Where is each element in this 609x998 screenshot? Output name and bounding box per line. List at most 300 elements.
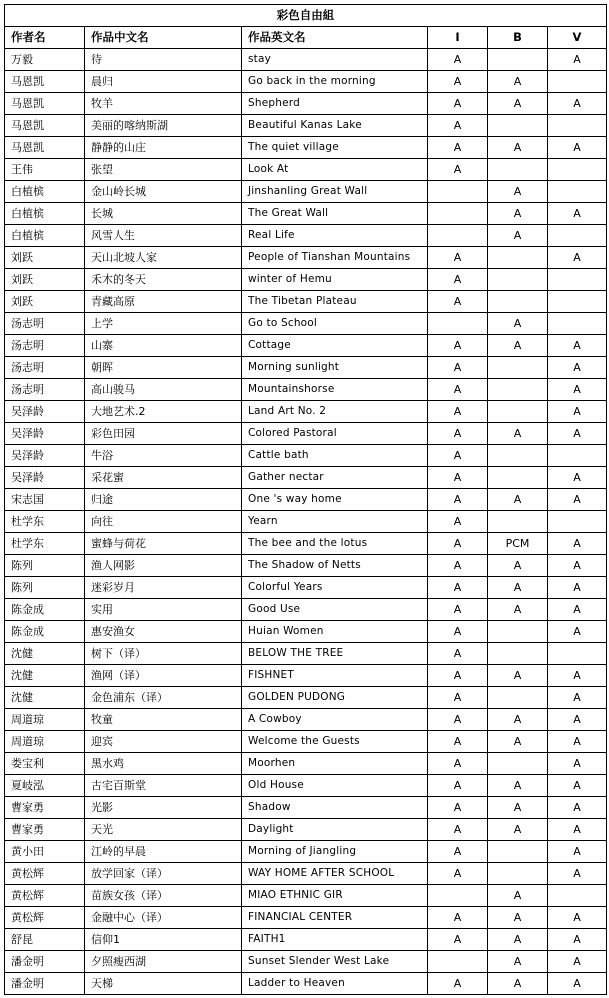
b-cell [488, 643, 548, 665]
english-title-cell: WAY HOME AFTER SCHOOL [242, 863, 428, 885]
b-cell: A [488, 225, 548, 247]
i-cell: A [428, 335, 488, 357]
table-row [5, 203, 607, 225]
chinese-title-cell: 夕照瘦西湖 [85, 951, 242, 973]
v-cell [548, 445, 607, 467]
english-title-cell: Sunset Slender West Lake [242, 951, 428, 973]
author-cell: 周道琼 [5, 709, 85, 731]
v-cell: A [548, 423, 607, 445]
english-title-cell: Yearn [242, 511, 428, 533]
table-row [5, 247, 607, 269]
v-cell [548, 71, 607, 93]
i-cell: A [428, 753, 488, 775]
i-cell: A [428, 929, 488, 951]
chinese-title-cell: 风雪人生 [85, 225, 242, 247]
author-cell: 黄松辉 [5, 885, 85, 907]
author-cell: 吴泽龄 [5, 445, 85, 467]
i-cell: A [428, 269, 488, 291]
v-cell: A [548, 907, 607, 929]
v-cell [548, 269, 607, 291]
chinese-title-cell: 朝晖 [85, 357, 242, 379]
b-cell: A [488, 907, 548, 929]
chinese-title-cell: 金山岭长城 [85, 181, 242, 203]
b-cell: A [488, 181, 548, 203]
english-title-cell: stay [242, 49, 428, 71]
table-row [5, 225, 607, 247]
v-cell: A [548, 797, 607, 819]
english-title-cell: Moorhen [242, 753, 428, 775]
i-cell: A [428, 555, 488, 577]
i-cell: A [428, 577, 488, 599]
v-cell [548, 225, 607, 247]
header-english-title: 作品英文名 [242, 27, 428, 49]
b-cell: A [488, 797, 548, 819]
header-chinese-title: 作品中文名 [85, 27, 242, 49]
b-cell: A [488, 203, 548, 225]
i-cell: A [428, 159, 488, 181]
author-cell: 陈列 [5, 555, 85, 577]
header-row [5, 27, 607, 49]
i-cell: A [428, 665, 488, 687]
english-title-cell: Real Life [242, 225, 428, 247]
table-row [5, 929, 607, 951]
b-cell [488, 159, 548, 181]
header-v: V [548, 27, 607, 49]
table-row [5, 423, 607, 445]
v-cell: A [548, 665, 607, 687]
i-cell: A [428, 709, 488, 731]
b-cell: A [488, 335, 548, 357]
i-cell: A [428, 49, 488, 71]
b-cell [488, 115, 548, 137]
table-row [5, 357, 607, 379]
i-cell: A [428, 863, 488, 885]
chinese-title-cell: 天梯 [85, 973, 242, 995]
b-cell: A [488, 775, 548, 797]
i-cell: A [428, 731, 488, 753]
chinese-title-cell: 牛浴 [85, 445, 242, 467]
chinese-title-cell: 采花蜜 [85, 467, 242, 489]
i-cell: A [428, 357, 488, 379]
chinese-title-cell: 美丽的喀纳斯湖 [85, 115, 242, 137]
chinese-title-cell: 渔网（译） [85, 665, 242, 687]
english-title-cell: One 's way home [242, 489, 428, 511]
table-row [5, 115, 607, 137]
author-cell: 杜学东 [5, 511, 85, 533]
chinese-title-cell: 长城 [85, 203, 242, 225]
author-cell: 舒昆 [5, 929, 85, 951]
v-cell: A [548, 951, 607, 973]
chinese-title-cell: 放学回家（译） [85, 863, 242, 885]
v-cell: A [548, 775, 607, 797]
english-title-cell: FINANCIAL CENTER [242, 907, 428, 929]
i-cell [428, 225, 488, 247]
table-title-row [5, 5, 607, 27]
b-cell: A [488, 929, 548, 951]
author-cell: 汤志明 [5, 335, 85, 357]
table-row [5, 753, 607, 775]
chinese-title-cell: 归途 [85, 489, 242, 511]
b-cell: A [488, 819, 548, 841]
author-cell: 杜学东 [5, 533, 85, 555]
i-cell [428, 203, 488, 225]
v-cell: A [548, 709, 607, 731]
english-title-cell: Ladder to Heaven [242, 973, 428, 995]
table-title: 彩色自由組 [5, 5, 607, 27]
v-cell: A [548, 577, 607, 599]
english-title-cell: Daylight [242, 819, 428, 841]
v-cell: A [548, 379, 607, 401]
english-title-cell: The Great Wall [242, 203, 428, 225]
table-row [5, 665, 607, 687]
english-title-cell: Shepherd [242, 93, 428, 115]
b-cell [488, 841, 548, 863]
i-cell: A [428, 687, 488, 709]
table-row [5, 335, 607, 357]
author-cell: 汤志明 [5, 379, 85, 401]
chinese-title-cell: 光影 [85, 797, 242, 819]
table-row [5, 621, 607, 643]
english-title-cell: The Tibetan Plateau [242, 291, 428, 313]
table-row [5, 467, 607, 489]
b-cell: A [488, 93, 548, 115]
v-cell: A [548, 621, 607, 643]
b-cell: A [488, 665, 548, 687]
author-cell: 曹家勇 [5, 819, 85, 841]
table-row [5, 643, 607, 665]
v-cell: A [548, 863, 607, 885]
table-row [5, 489, 607, 511]
table-row [5, 269, 607, 291]
author-cell: 刘跃 [5, 291, 85, 313]
author-cell: 马恩凯 [5, 115, 85, 137]
v-cell [548, 643, 607, 665]
english-title-cell: Look At [242, 159, 428, 181]
v-cell: A [548, 93, 607, 115]
b-cell: A [488, 555, 548, 577]
v-cell [548, 115, 607, 137]
chinese-title-cell: 金融中心（译） [85, 907, 242, 929]
b-cell: A [488, 973, 548, 995]
v-cell: A [548, 731, 607, 753]
english-title-cell: The bee and the lotus [242, 533, 428, 555]
author-cell: 黄松辉 [5, 907, 85, 929]
i-cell [428, 951, 488, 973]
b-cell [488, 621, 548, 643]
author-cell: 沈健 [5, 687, 85, 709]
b-cell: A [488, 489, 548, 511]
i-cell: A [428, 137, 488, 159]
v-cell: A [548, 247, 607, 269]
chinese-title-cell: 江岭的早晨 [85, 841, 242, 863]
table-row [5, 973, 607, 995]
table-row [5, 71, 607, 93]
author-cell: 万毅 [5, 49, 85, 71]
table-row [5, 841, 607, 863]
b-cell: A [488, 709, 548, 731]
author-cell: 曹家勇 [5, 797, 85, 819]
i-cell: A [428, 445, 488, 467]
author-cell: 刘跃 [5, 269, 85, 291]
author-cell: 潘金明 [5, 951, 85, 973]
english-title-cell: Cattle bath [242, 445, 428, 467]
header-b: B [488, 27, 548, 49]
i-cell: A [428, 907, 488, 929]
english-title-cell: Mountainshorse [242, 379, 428, 401]
chinese-title-cell: 苗族女孩（译） [85, 885, 242, 907]
b-cell: A [488, 731, 548, 753]
i-cell: A [428, 841, 488, 863]
chinese-title-cell: 青藏高原 [85, 291, 242, 313]
b-cell [488, 445, 548, 467]
chinese-title-cell: 高山骏马 [85, 379, 242, 401]
v-cell [548, 181, 607, 203]
english-title-cell: Go back in the morning [242, 71, 428, 93]
chinese-title-cell: 禾木的冬天 [85, 269, 242, 291]
english-title-cell: Beautiful Kanas Lake [242, 115, 428, 137]
i-cell [428, 313, 488, 335]
i-cell: A [428, 71, 488, 93]
b-cell: A [488, 577, 548, 599]
english-title-cell: Colored Pastoral [242, 423, 428, 445]
v-cell: A [548, 929, 607, 951]
chinese-title-cell: 树下（译） [85, 643, 242, 665]
chinese-title-cell: 蜜蜂与荷花 [85, 533, 242, 555]
b-cell: A [488, 885, 548, 907]
table-row [5, 577, 607, 599]
chinese-title-cell: 迷彩岁月 [85, 577, 242, 599]
table-row [5, 313, 607, 335]
english-title-cell: The quiet village [242, 137, 428, 159]
v-cell [548, 313, 607, 335]
table-row [5, 731, 607, 753]
english-title-cell: MIAO ETHNIC GIR [242, 885, 428, 907]
author-cell: 王伟 [5, 159, 85, 181]
english-title-cell: Colorful Years [242, 577, 428, 599]
b-cell [488, 379, 548, 401]
table-row [5, 49, 607, 71]
i-cell: A [428, 533, 488, 555]
v-cell: A [548, 687, 607, 709]
b-cell [488, 247, 548, 269]
v-cell: A [548, 137, 607, 159]
table-row [5, 533, 607, 555]
table-row [5, 687, 607, 709]
table-row [5, 379, 607, 401]
english-title-cell: Old House [242, 775, 428, 797]
chinese-title-cell: 上学 [85, 313, 242, 335]
b-cell [488, 863, 548, 885]
v-cell: A [548, 555, 607, 577]
chinese-title-cell: 天山北坡人家 [85, 247, 242, 269]
english-title-cell: Jinshanling Great Wall [242, 181, 428, 203]
author-cell: 吴泽龄 [5, 401, 85, 423]
b-cell: A [488, 951, 548, 973]
author-cell: 吴泽龄 [5, 467, 85, 489]
chinese-title-cell: 天光 [85, 819, 242, 841]
author-cell: 沈健 [5, 643, 85, 665]
v-cell: A [548, 841, 607, 863]
b-cell [488, 269, 548, 291]
v-cell: A [548, 973, 607, 995]
b-cell: A [488, 137, 548, 159]
b-cell [488, 357, 548, 379]
author-cell: 白植槟 [5, 203, 85, 225]
chinese-title-cell: 牧童 [85, 709, 242, 731]
i-cell: A [428, 775, 488, 797]
author-cell: 潘金明 [5, 973, 85, 995]
b-cell [488, 687, 548, 709]
english-title-cell: winter of Hemu [242, 269, 428, 291]
table-row [5, 555, 607, 577]
chinese-title-cell: 大地艺术.2 [85, 401, 242, 423]
chinese-title-cell: 向往 [85, 511, 242, 533]
header-i: I [428, 27, 488, 49]
chinese-title-cell: 待 [85, 49, 242, 71]
chinese-title-cell: 彩色田园 [85, 423, 242, 445]
author-cell: 沈健 [5, 665, 85, 687]
b-cell [488, 467, 548, 489]
b-cell [488, 511, 548, 533]
author-cell: 马恩凯 [5, 93, 85, 115]
english-title-cell: FAITH1 [242, 929, 428, 951]
v-cell: A [548, 357, 607, 379]
chinese-title-cell: 金色浦东（译） [85, 687, 242, 709]
i-cell: A [428, 291, 488, 313]
table-row [5, 511, 607, 533]
english-title-cell: Good Use [242, 599, 428, 621]
v-cell [548, 885, 607, 907]
b-cell [488, 401, 548, 423]
chinese-title-cell: 牧羊 [85, 93, 242, 115]
v-cell: A [548, 489, 607, 511]
i-cell: A [428, 489, 488, 511]
author-cell: 汤志明 [5, 357, 85, 379]
chinese-title-cell: 实用 [85, 599, 242, 621]
table-row [5, 709, 607, 731]
english-title-cell: Morning of Jiangling [242, 841, 428, 863]
v-cell: A [548, 203, 607, 225]
english-title-cell: Gather nectar [242, 467, 428, 489]
chinese-title-cell: 信仰1 [85, 929, 242, 951]
english-title-cell: The Shadow of Netts [242, 555, 428, 577]
i-cell: A [428, 797, 488, 819]
table-row [5, 907, 607, 929]
table-row [5, 885, 607, 907]
table-row [5, 797, 607, 819]
v-cell [548, 511, 607, 533]
english-title-cell: Shadow [242, 797, 428, 819]
chinese-title-cell: 山寨 [85, 335, 242, 357]
english-title-cell: GOLDEN PUDONG [242, 687, 428, 709]
v-cell: A [548, 599, 607, 621]
b-cell [488, 291, 548, 313]
b-cell: A [488, 423, 548, 445]
chinese-title-cell: 迎宾 [85, 731, 242, 753]
b-cell: A [488, 313, 548, 335]
english-title-cell: Go to School [242, 313, 428, 335]
english-title-cell: Welcome the Guests [242, 731, 428, 753]
table-row [5, 159, 607, 181]
table-row [5, 137, 607, 159]
i-cell: A [428, 599, 488, 621]
table-row [5, 599, 607, 621]
english-title-cell: BELOW THE TREE [242, 643, 428, 665]
i-cell: A [428, 423, 488, 445]
chinese-title-cell: 晨归 [85, 71, 242, 93]
author-cell: 陈金成 [5, 599, 85, 621]
table-row [5, 445, 607, 467]
table-row [5, 819, 607, 841]
author-cell: 刘跃 [5, 247, 85, 269]
i-cell [428, 181, 488, 203]
author-cell: 马恩凯 [5, 71, 85, 93]
v-cell: A [548, 753, 607, 775]
author-cell: 周道琼 [5, 731, 85, 753]
english-title-cell: FISHNET [242, 665, 428, 687]
v-cell [548, 159, 607, 181]
b-cell [488, 49, 548, 71]
english-title-cell: Land Art No. 2 [242, 401, 428, 423]
author-cell: 陈列 [5, 577, 85, 599]
v-cell: A [548, 335, 607, 357]
i-cell: A [428, 467, 488, 489]
i-cell: A [428, 621, 488, 643]
v-cell: A [548, 533, 607, 555]
table-row [5, 401, 607, 423]
i-cell: A [428, 511, 488, 533]
author-cell: 吴泽龄 [5, 423, 85, 445]
header-author: 作者名 [5, 27, 85, 49]
b-cell: PCM [488, 533, 548, 555]
spreadsheet [4, 4, 606, 995]
author-cell: 夏岐泓 [5, 775, 85, 797]
english-title-cell: Cottage [242, 335, 428, 357]
i-cell: A [428, 973, 488, 995]
b-cell [488, 753, 548, 775]
english-title-cell: Morning sunlight [242, 357, 428, 379]
v-cell: A [548, 401, 607, 423]
b-cell: A [488, 71, 548, 93]
v-cell [548, 291, 607, 313]
english-title-cell: People of Tianshan Mountains [242, 247, 428, 269]
english-title-cell: Huian Women [242, 621, 428, 643]
i-cell: A [428, 819, 488, 841]
v-cell: A [548, 49, 607, 71]
chinese-title-cell: 张望 [85, 159, 242, 181]
table-row [5, 291, 607, 313]
chinese-title-cell: 古宅百斯堂 [85, 775, 242, 797]
table-row [5, 93, 607, 115]
i-cell: A [428, 643, 488, 665]
chinese-title-cell: 惠安渔女 [85, 621, 242, 643]
author-cell: 汤志明 [5, 313, 85, 335]
chinese-title-cell: 黑水鸡 [85, 753, 242, 775]
chinese-title-cell: 渔人网影 [85, 555, 242, 577]
chinese-title-cell: 静静的山庄 [85, 137, 242, 159]
i-cell: A [428, 247, 488, 269]
author-cell: 黄松辉 [5, 863, 85, 885]
author-cell: 白植槟 [5, 225, 85, 247]
table-row [5, 775, 607, 797]
english-title-cell: A Cowboy [242, 709, 428, 731]
i-cell [428, 885, 488, 907]
v-cell: A [548, 819, 607, 841]
author-cell: 宋志国 [5, 489, 85, 511]
author-cell: 黄小田 [5, 841, 85, 863]
i-cell: A [428, 379, 488, 401]
i-cell: A [428, 115, 488, 137]
